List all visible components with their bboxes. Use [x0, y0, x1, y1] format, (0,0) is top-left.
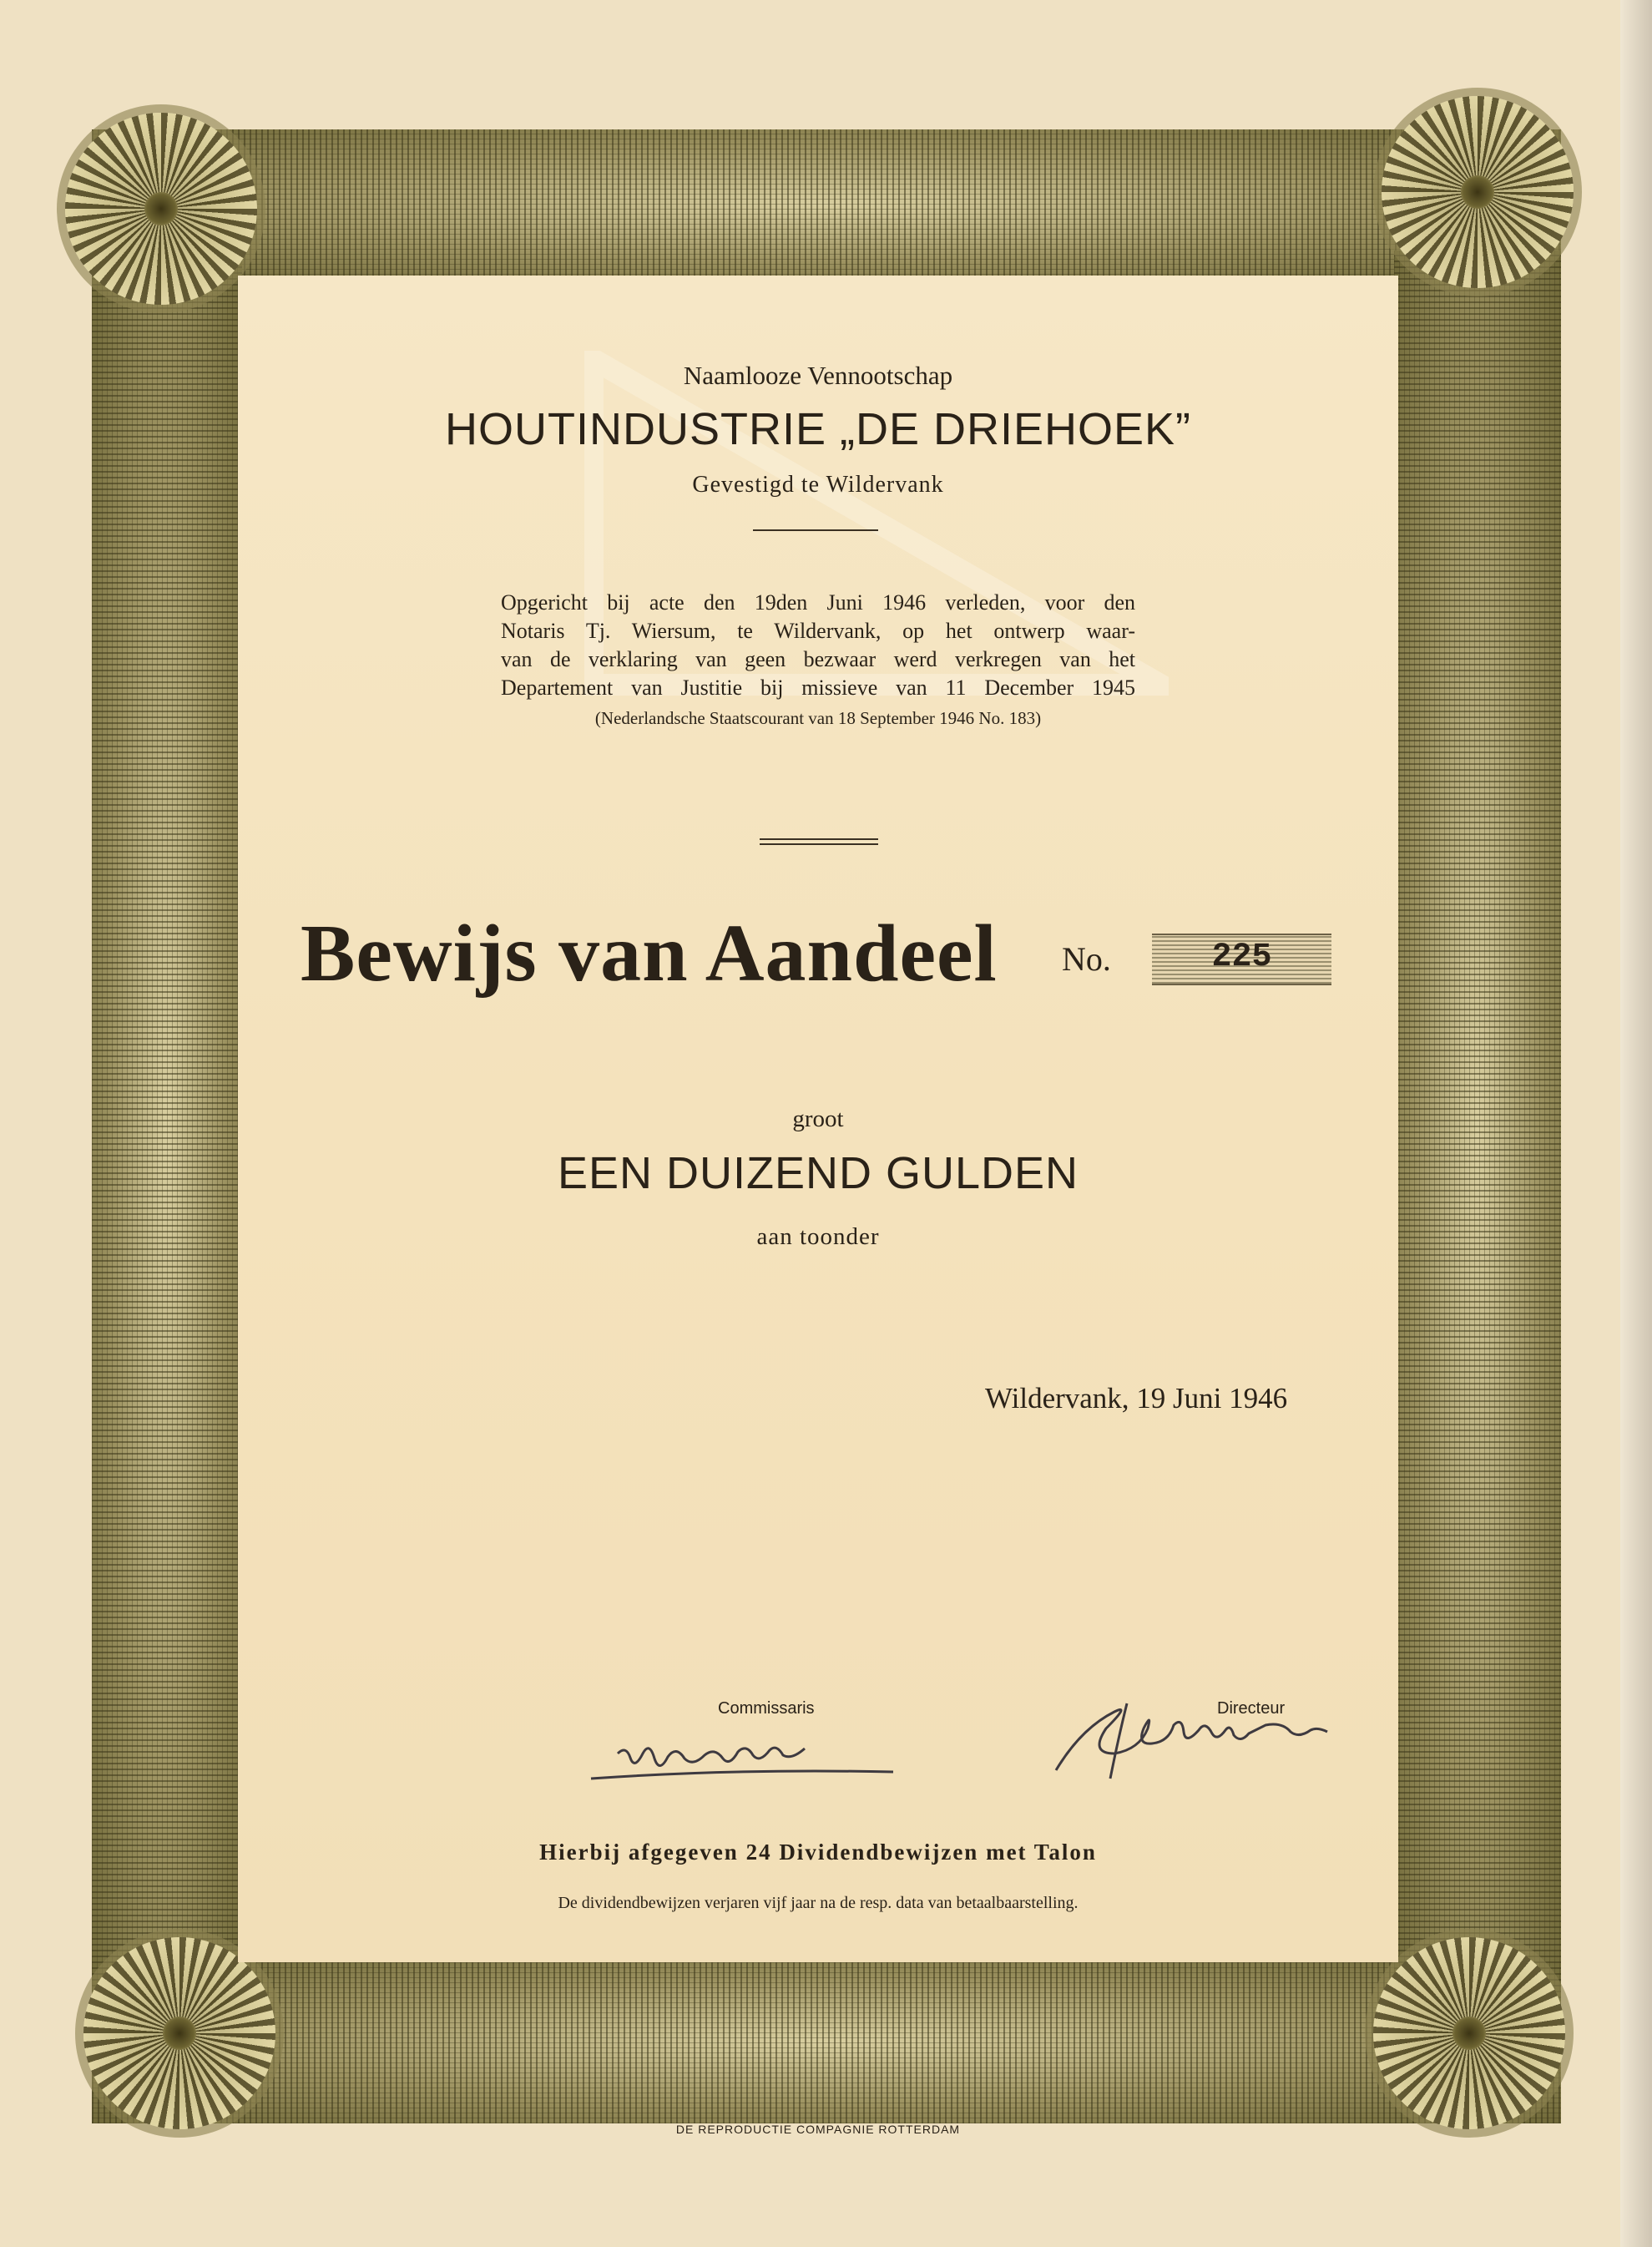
company-seat: Gevestigd te Wildervank [692, 472, 944, 498]
amount-prefix: groot [792, 1106, 844, 1132]
ornamental-border-bottom [92, 1961, 1561, 2123]
company-form: Naamlooze Vennootschap [683, 361, 953, 390]
printer-imprint: DE REPRODUCTIE COMPAGNIE ROTTERDAM [675, 2123, 961, 2136]
ornamental-border-top [92, 129, 1561, 280]
corner-rosette-icon [65, 113, 257, 305]
corner-rosette-icon [1382, 96, 1574, 288]
paper-edge [1620, 0, 1652, 2247]
founding-line: Notaris Tj. Wiersum, te Wildervank, op het ontwerp waar- [501, 619, 1135, 643]
divider [760, 838, 878, 840]
signature-directeur-icon [1048, 1687, 1382, 1787]
founding-line: van de verklaring van geen bezwaar werd verkregen van het [501, 647, 1135, 671]
ornamental-border-right [1394, 251, 1561, 2004]
signatory-title-commissaris: Commissaris [718, 1699, 815, 1718]
divider [753, 529, 878, 531]
dividend-coupons-note: De dividendbewijzen verjaren vijf jaar na de resp. data van betaalbaarstelling. [558, 1894, 1079, 1912]
dividend-coupons-line: Hierbij afgegeven 24 Dividendbewijzen met Talon [539, 1840, 1097, 1865]
gazette-reference: (Nederlandsche Staatscourant van 18 September 1946 No. 183) [594, 708, 1042, 728]
corner-rosette-icon [1373, 1937, 1565, 2129]
founding-text [501, 589, 1135, 702]
founding-line: Departement van Justitie bij missieve van 11 December 1945 [501, 676, 1135, 700]
company-name: HOUTINDUSTRIE „DE DRIEHOEK” [444, 404, 1192, 454]
ornamental-border-left [92, 251, 242, 2004]
bearer-clause: aan toonder [756, 1223, 880, 1250]
certificate-title: Bewijs van Aandeel [301, 908, 998, 999]
place-date: Wildervank, 19 Juni 1946 [985, 1382, 1288, 1414]
share-number-label: No. [1062, 940, 1111, 978]
divider [760, 843, 878, 845]
share-number: 225 [1211, 939, 1272, 976]
share-amount: EEN DUIZEND GULDEN [557, 1148, 1079, 1198]
signature-commissaris-icon [584, 1720, 902, 1787]
signatory-title-directeur: Directeur [1217, 1699, 1286, 1718]
founding-line: Opgericht bij acte den 19den Juni 1946 verleden, voor den [501, 590, 1135, 615]
corner-rosette-icon [83, 1937, 275, 2129]
